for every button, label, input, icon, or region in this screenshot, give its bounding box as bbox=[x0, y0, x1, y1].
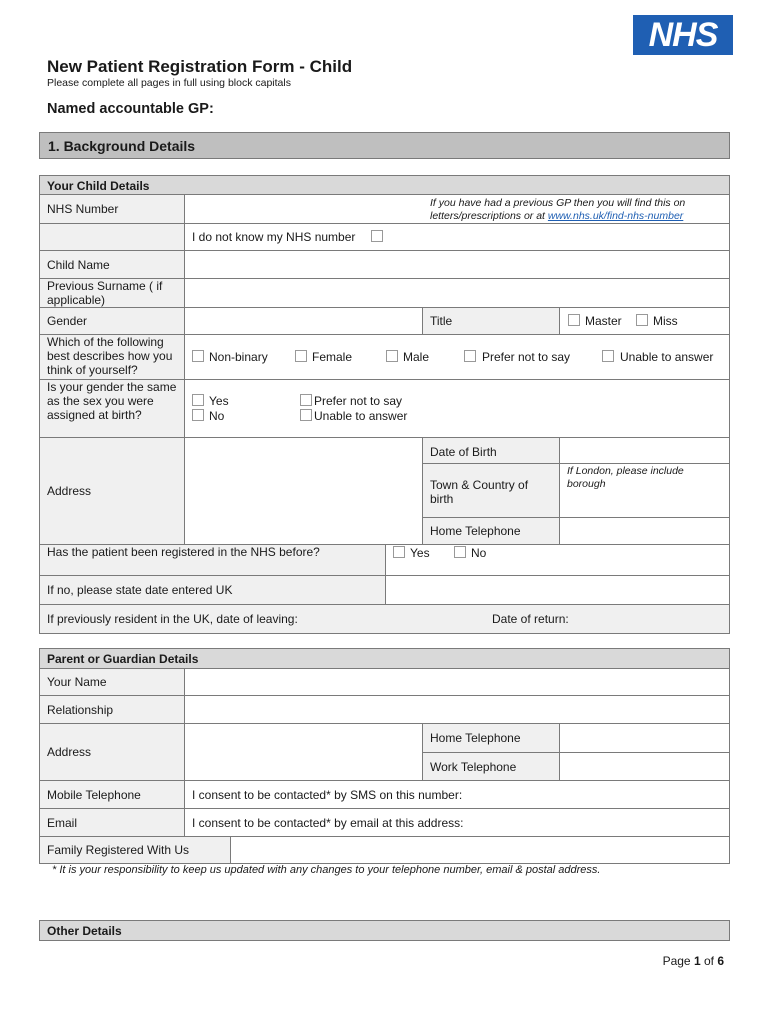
responsibility-note: * It is your responsibility to keep us updated with any changes to your telephone number, email & postal address. bbox=[52, 864, 601, 876]
title-master-checkbox[interactable] bbox=[568, 314, 580, 326]
london-note: If London, please include borough bbox=[567, 465, 684, 490]
describe-male-checkbox[interactable] bbox=[386, 350, 398, 362]
home-tel-label: Home Telephone bbox=[430, 524, 521, 538]
date-entered-field[interactable] bbox=[385, 575, 730, 605]
home-tel-field[interactable] bbox=[559, 517, 730, 545]
parent-home-tel-field[interactable] bbox=[559, 723, 730, 753]
registered-no-checkbox[interactable] bbox=[454, 546, 466, 558]
same-sex-no-label: No bbox=[209, 409, 225, 423]
gender-label: Gender bbox=[47, 314, 88, 328]
dob-label: Date of Birth bbox=[430, 445, 497, 459]
family-field[interactable] bbox=[230, 836, 730, 864]
gender-field[interactable] bbox=[184, 307, 423, 335]
describe-unable-checkbox[interactable] bbox=[602, 350, 614, 362]
town-country-label: Town & Country of birth bbox=[430, 478, 529, 506]
sms-consent-label: I consent to be contacted* by SMS on this number: bbox=[192, 788, 463, 802]
same-sex-label: Is your gender the same as the sex you were assigned at birth? bbox=[47, 380, 177, 422]
registered-yes-label: Yes bbox=[410, 546, 430, 560]
describe-prefer-not-label: Prefer not to say bbox=[482, 350, 571, 364]
your-name-label: Your Name bbox=[47, 675, 107, 689]
describe-female-checkbox[interactable] bbox=[295, 350, 307, 362]
page-number: Page 1 of 6 bbox=[662, 954, 724, 968]
relationship-field[interactable] bbox=[184, 695, 730, 724]
describe-nonbinary-checkbox[interactable] bbox=[192, 350, 204, 362]
named-gp-label: Named accountable GP: bbox=[47, 101, 214, 117]
prev-surname-field[interactable] bbox=[184, 278, 730, 308]
registered-yes-checkbox[interactable] bbox=[393, 546, 405, 558]
email-consent-label: I consent to be contacted* by email at this address: bbox=[192, 816, 464, 830]
describe-prefer-not-checkbox[interactable] bbox=[464, 350, 476, 362]
same-sex-no-checkbox[interactable] bbox=[192, 409, 204, 421]
form-title: New Patient Registration Form - Child bbox=[47, 57, 353, 76]
dont-know-label: I do not know my NHS number bbox=[192, 230, 356, 244]
date-entered-label: If no, please state date entered UK bbox=[47, 583, 233, 597]
address-label: Address bbox=[47, 484, 92, 498]
relationship-label: Relationship bbox=[47, 703, 114, 717]
same-sex-prefer-not-checkbox[interactable] bbox=[300, 394, 312, 406]
registered-before-options bbox=[385, 544, 730, 576]
blank-label-cell bbox=[39, 223, 185, 251]
title-master-label: Master bbox=[585, 314, 622, 328]
same-sex-prefer-not-label: Prefer not to say bbox=[314, 394, 403, 408]
child-name-field[interactable] bbox=[184, 250, 730, 279]
parent-address-label: Address bbox=[47, 745, 92, 759]
describe-nonbinary-label: Non-binary bbox=[209, 350, 268, 364]
title-miss-checkbox[interactable] bbox=[636, 314, 648, 326]
title-label: Title bbox=[430, 314, 453, 328]
same-sex-unable-label: Unable to answer bbox=[314, 409, 408, 423]
describe-unable-label: Unable to answer bbox=[620, 350, 714, 364]
describe-male-label: Male bbox=[403, 350, 430, 364]
other-details-header: Other Details bbox=[39, 920, 730, 941]
describes-label: Which of the following best describes how you think of yourself? bbox=[47, 335, 173, 377]
your-name-field[interactable] bbox=[184, 668, 730, 696]
mobile-label: Mobile Telephone bbox=[47, 788, 141, 802]
parent-address-field[interactable] bbox=[184, 723, 423, 781]
same-sex-options-cell bbox=[184, 379, 730, 438]
section-background-details: 1. Background Details bbox=[39, 132, 730, 159]
registered-no-label: No bbox=[471, 546, 487, 560]
nhs-logo: NHS bbox=[633, 15, 733, 55]
describe-female-label: Female bbox=[312, 350, 353, 364]
same-sex-unable-checkbox[interactable] bbox=[300, 409, 312, 421]
date-leaving-label: If previously resident in the UK, date of leaving: bbox=[47, 612, 298, 626]
form-subtitle: Please complete all pages in full using block capitals bbox=[47, 77, 291, 89]
dont-know-checkbox[interactable] bbox=[371, 230, 383, 242]
registered-before-label: Has the patient been registered in the NHS before? bbox=[47, 545, 320, 559]
parent-details-header: Parent or Guardian Details bbox=[39, 648, 730, 669]
nhs-number-note: If you have had a previous GP then you will find this on letters/prescriptions or at www.nhs.uk/find-nhs-number bbox=[430, 197, 686, 222]
work-tel-label: Work Telephone bbox=[430, 760, 517, 774]
family-label: Family Registered With Us bbox=[47, 843, 190, 857]
nhs-number-link[interactable]: www.nhs.uk/find-nhs-number bbox=[547, 210, 684, 222]
same-sex-yes-label: Yes bbox=[209, 394, 229, 408]
parent-home-tel-label: Home Telephone bbox=[430, 731, 521, 745]
date-return-label: Date of return: bbox=[492, 612, 569, 626]
work-tel-field[interactable] bbox=[559, 752, 730, 781]
dob-field[interactable] bbox=[559, 437, 730, 464]
nhs-number-label: NHS Number bbox=[47, 202, 119, 216]
prev-surname-label: Previous Surname ( if applicable) bbox=[47, 279, 163, 307]
same-sex-yes-checkbox[interactable] bbox=[192, 394, 204, 406]
address-field[interactable] bbox=[184, 437, 423, 545]
email-label: Email bbox=[47, 816, 78, 830]
child-name-label: Child Name bbox=[47, 258, 110, 272]
title-miss-label: Miss bbox=[653, 314, 678, 328]
child-details-header: Your Child Details bbox=[39, 175, 730, 195]
